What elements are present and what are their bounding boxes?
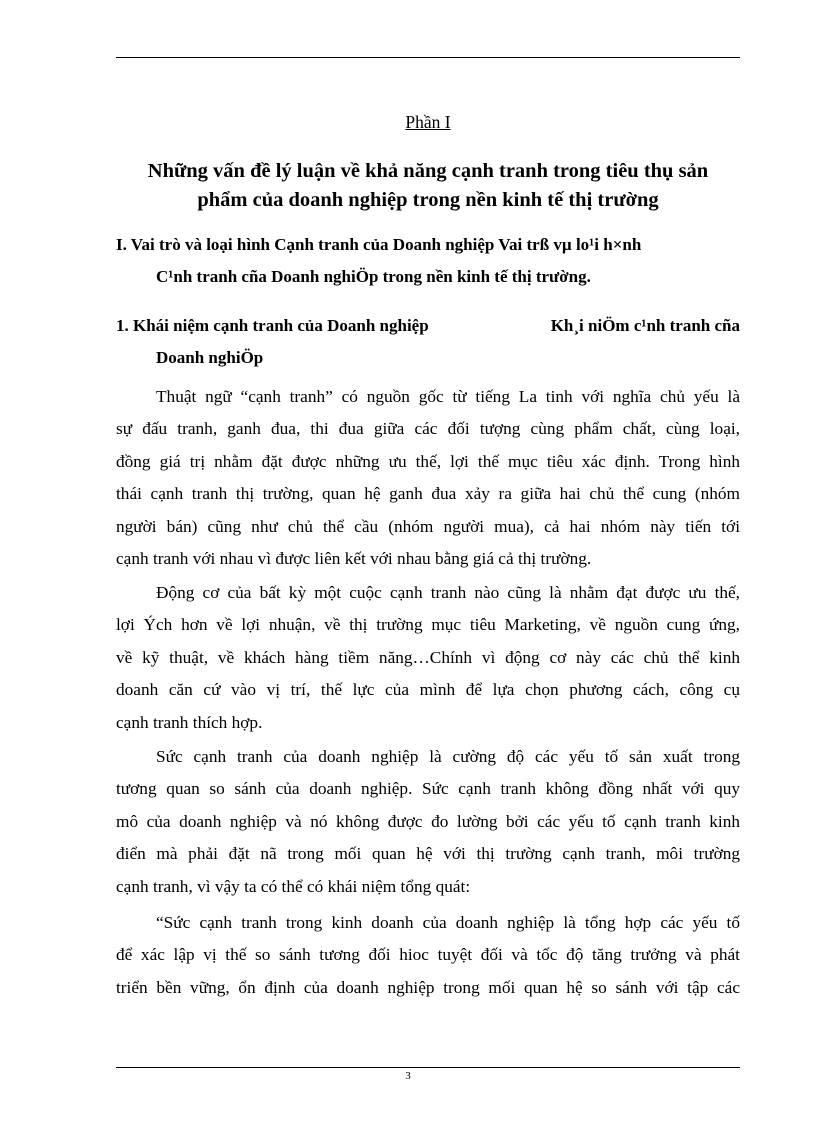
paragraph-line: doanh căn cứ vào vị trí, thế lực của mình để lựa chọn phương cách, công cụ [116,680,740,700]
header-rule [116,57,740,58]
paragraph-line: cạnh tranh, vì vậy ta có thể có khái niệm tổng quát: [116,876,471,896]
paragraph-line: Sức cạnh tranh của doanh nghiệp là cường độ các yếu tố sản xuất trong [156,747,740,766]
section-heading-roles [116,229,740,293]
heading-line: Doanh nghiÖp [156,348,264,367]
paragraph-line: Thuật ngữ “cạnh tranh” có nguồn gốc từ tiếng La tinh với nghĩa chủ yếu là [156,387,740,406]
paragraph-line: để xác lập vị thế so sánh tương đối hioc tuyệt đối và tốc độ tăng trưởng và phát [116,945,740,965]
footer-rule [116,1067,740,1068]
paragraph-line: cạnh tranh thích hợp. [116,712,263,732]
section-heading-concept [116,310,740,374]
document-title [116,157,740,215]
heading-text: 1. Khái niệm cạnh tranh của Doanh nghiệp [116,316,429,335]
paragraph-line: điển mà phải đặt nã trong mối quan hệ với thị trường cạnh tranh, môi trường [116,844,740,864]
paragraph-line: triển bền vững, ổn định của doanh nghiệp trong mối quan hệ so sánh với tập các [116,977,740,997]
paragraph-line: “Sức cạnh tranh trong kinh doanh của doanh nghiệp là tổng hợp các yếu tố [156,913,740,932]
title-line: Những vấn đề lý luận về khả năng cạnh tranh trong tiêu thụ sản [147,160,709,182]
paragraph-line: về kỹ thuật, về khách hàng tiềm năng…Chính vì động cơ này các chủ thể kinh [116,647,740,667]
paragraph-line: người bán) cũng như chủ thể cầu (nhóm người mua), cả hai nhóm này tiến tới [116,516,740,536]
body-paragraph [116,907,740,1004]
body-paragraph [116,741,740,903]
paragraph-line: thái cạnh tranh thị trường, quan hệ ganh đua xảy ra giữa hai chủ thể cung (nhóm [116,484,740,504]
heading-line: I. Vai trò và loại hình Cạnh tranh của Doanh nghiệp Vai trß vµ lo¹i h×nh [116,235,642,254]
title-line: phẩm của doanh nghiệp trong nền kinh tế thị trường [197,189,659,211]
paragraph-line: mô của doanh nghiệp và nó không được đo lường bởi các yếu tố cạnh tranh kinh [116,811,740,831]
heading-garbled-text: Kh¸i niÖm c¹nh tranh cña [550,316,740,335]
part-title: Phần I [405,112,451,132]
paragraph-line: cạnh tranh với nhau vì được liên kết với nhau bằng giá cả thị trường. [116,549,592,569]
paragraph-line: đồng giá trị nhằm đặt được những ưu thế, lợi thế mục tiêu xác định. Trong hình [116,451,740,471]
paragraph-line: tương quan so sánh của doanh nghiệp. Sức cạnh tranh không đồng nhất với quy [116,779,740,799]
page-number: 3 [405,1070,411,1082]
heading-line [116,310,740,342]
body-paragraph [116,381,740,575]
body-paragraph [116,577,740,739]
paragraph-line: sự đấu tranh, ganh đua, thi đua giữa các đối tượng cùng phẩm chất, cùng loại, [116,419,740,439]
paragraph-line: lợi Ých hơn về lợi nhuận, về thị trường mục tiêu Marketing, về nguồn cung ứng, [116,615,740,635]
paragraph-line: Động cơ của bất kỳ một cuộc cạnh tranh nào cũng là nhằm đạt được ưu thế, [156,583,740,602]
heading-line: C¹nh tranh cña Doanh nghiÖp trong nền kinh tế thị trường. [156,267,591,286]
